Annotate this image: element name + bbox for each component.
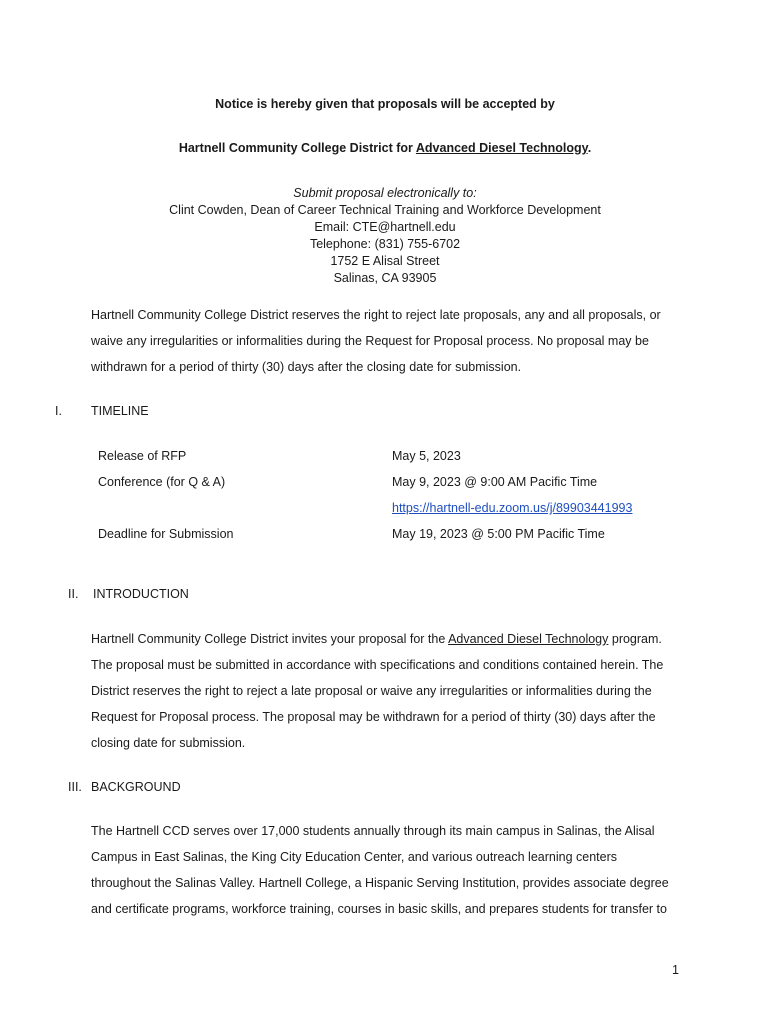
section-1-title: TIMELINE — [91, 404, 149, 418]
page-number: 1 — [672, 963, 679, 977]
intro-line-1-prefix: Hartnell Community College District invites your proposal for the — [91, 632, 449, 646]
intro-line-1-suffix: program. — [608, 632, 662, 646]
zoom-meeting-link[interactable]: https://hartnell-edu.zoom.us/j/89903441993 — [392, 501, 633, 515]
paragraph-line: The proposal must be submitted in accordance with specifications and conditions contained herein. The — [91, 658, 664, 672]
paragraph-line: Hartnell Community College District reserves the right to reject late proposals, any and all proposals, or — [91, 308, 661, 322]
paragraph-line — [91, 626, 691, 652]
paragraph-line: and certificate programs, workforce training, courses in basic skills, and prepares students for transfer to — [91, 902, 667, 916]
background-paragraph — [91, 818, 691, 922]
paragraph-line: District reserves the right to reject a late proposal or waive any irregularities or informalities during the — [91, 684, 652, 698]
contact-city: Salinas, CA 93905 — [333, 271, 437, 285]
timeline-value-conference: May 9, 2023 @ 9:00 AM Pacific Time — [392, 475, 598, 489]
contact-telephone: Telephone: (831) 755-6702 — [309, 237, 461, 251]
timeline-label-deadline: Deadline for Submission — [98, 527, 234, 541]
section-3-title: BACKGROUND — [91, 780, 181, 794]
paragraph-line: Request for Proposal process. The proposal may be withdrawn for a period of thirty (30) days after the — [91, 710, 656, 724]
section-2-numeral: II. — [68, 587, 79, 601]
paragraph-line: waive any irregularities or informalities during the Request for Proposal process. No proposal may be — [91, 334, 649, 348]
submit-block — [0, 185, 770, 287]
paragraph-line: closing date for submission. — [91, 736, 246, 750]
timeline-label-conference: Conference (for Q & A) — [98, 475, 226, 489]
section-3-numeral: III. — [68, 780, 82, 794]
timeline-value-deadline: May 19, 2023 @ 5:00 PM Pacific Time — [392, 527, 605, 541]
notice-line-1: Notice is hereby given that proposals will be accepted by — [215, 97, 555, 111]
introduction-paragraph — [91, 626, 691, 756]
timeline-value-release: May 5, 2023 — [392, 449, 461, 463]
contact-email: Email: CTE@hartnell.edu — [314, 220, 456, 234]
reservation-paragraph — [91, 302, 691, 380]
paragraph-line: The Hartnell CCD serves over 17,000 students annually through its main campus in Salinas, the Alisal — [91, 824, 655, 838]
paragraph-line: Campus in East Salinas, the King City Education Center, and various outreach learning centers — [91, 850, 617, 864]
section-2-title: INTRODUCTION — [93, 587, 189, 601]
paragraph-line: throughout the Salinas Valley. Hartnell College, a Hispanic Serving Institution, provides associate degree — [91, 876, 669, 890]
contact-street: 1752 E Alisal Street — [330, 254, 440, 268]
timeline-label-release: Release of RFP — [98, 449, 187, 463]
notice-line-2-suffix: . — [587, 141, 592, 155]
contact-name: Clint Cowden, Dean of Career Technical Training and Workforce Development — [169, 203, 601, 217]
section-1-numeral: I. — [55, 404, 62, 418]
intro-program-name: Advanced Diesel Technology — [448, 632, 609, 646]
notice-line-2 — [0, 141, 770, 155]
notice-line-2-prefix: Hartnell Community College District for — [178, 141, 416, 155]
notice-program-name: Advanced Diesel Technology — [415, 141, 588, 155]
paragraph-line: withdrawn for a period of thirty (30) days after the closing date for submission. — [91, 360, 522, 374]
submit-heading: Submit proposal electronically to: — [293, 186, 477, 200]
